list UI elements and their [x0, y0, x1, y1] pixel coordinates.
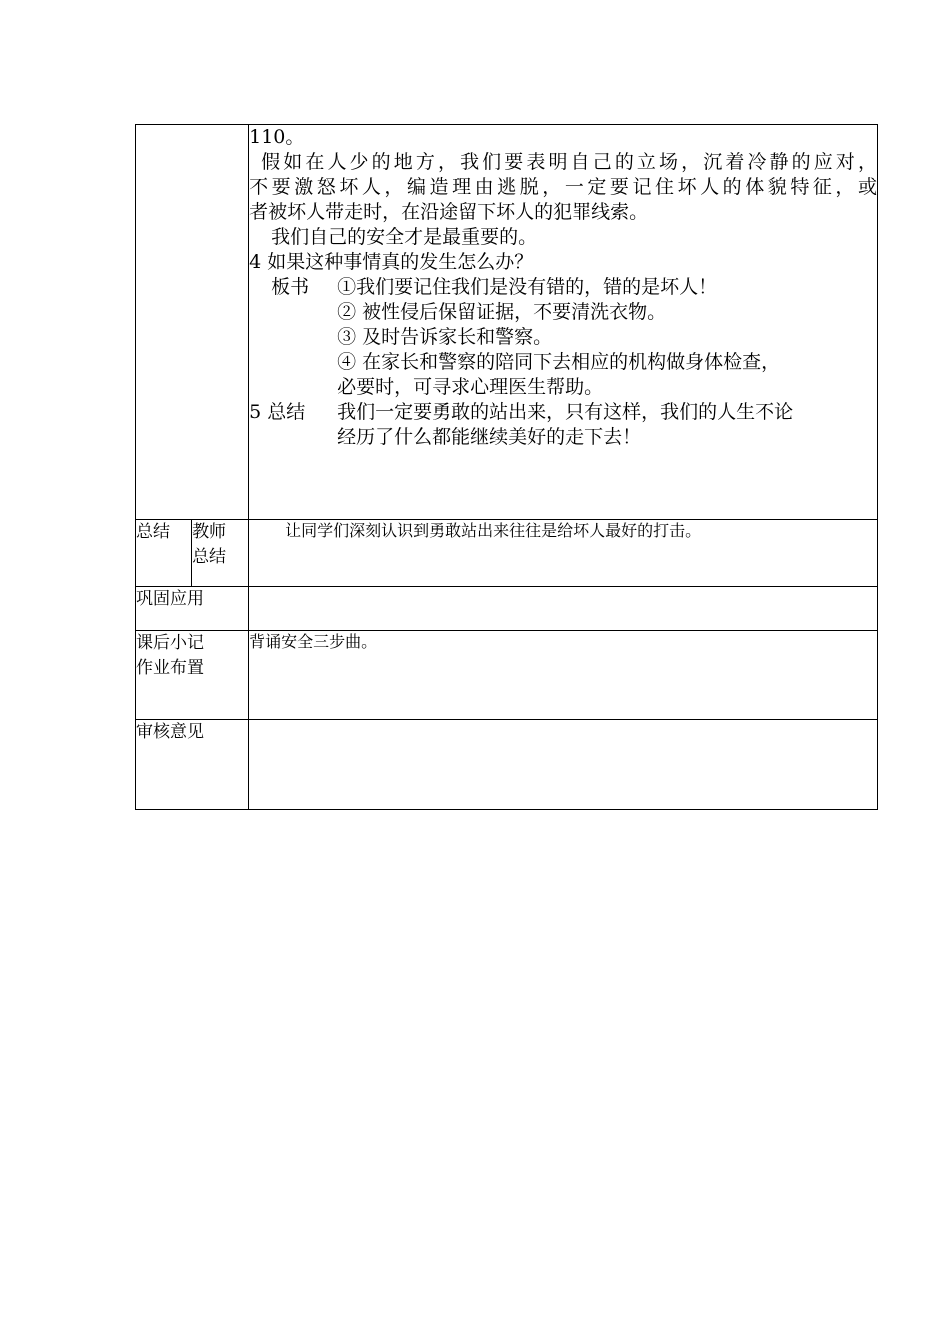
body-line-110: 110。 — [249, 126, 305, 148]
body-para-line: 者被坏人带走时，在沿途留下坏人的犯罪线索。 — [249, 201, 649, 223]
board-item: ② 被性侵后保留证据，不要清洗衣物。 — [337, 301, 667, 323]
sublabel-line: 总结 — [192, 547, 227, 567]
homework-label-line: 作业布置 — [136, 658, 204, 678]
summary-line: 我们一定要勇敢的站出来，只有这样，我们的人生不论 — [337, 401, 794, 423]
homework-row-label — [136, 631, 249, 720]
body-question-4: 4 如果这种事情真的发生怎么办？ — [249, 251, 534, 273]
summary-label: 5 总结 — [249, 401, 306, 423]
board-label: 板书 — [271, 276, 310, 298]
review-row-label: 审核意见 — [136, 720, 249, 810]
review-row — [136, 720, 878, 810]
consolidate-row — [136, 587, 878, 631]
consolidate-row-label: 巩固应用 — [136, 587, 249, 631]
body-safety-line: 我们自己的安全才是最重要的。 — [271, 226, 538, 248]
summary-row-sublabel — [192, 520, 249, 587]
consolidate-row-content — [249, 587, 878, 631]
review-row-content — [249, 720, 878, 810]
homework-label-line: 课后小记 — [136, 633, 204, 653]
summary-row-content — [249, 520, 878, 587]
homework-row — [136, 631, 878, 720]
lesson-body-cell — [249, 125, 878, 520]
summary-lines — [337, 400, 877, 450]
body-para-line: 不要激怒坏人，编造理由逃脱，一定要记住坏人的体貌特征，或 — [249, 176, 877, 198]
summary-row — [136, 520, 878, 587]
body-para-line: 假如在人少的地方，我们要表明自己的立场，沉着冷静的应对， — [261, 151, 877, 173]
summary-row-text: 让同学们深刻认识到勇敢站出来往往是给坏人最好的打击。 — [285, 521, 702, 540]
board-item: ①我们要记住我们是没有错的，错的是坏人！ — [337, 276, 718, 298]
board-item: ③ 及时告诉家长和警察。 — [337, 326, 553, 348]
summary-line: 经历了什么都能继续美好的走下去！ — [337, 426, 642, 448]
lesson-plan-table — [135, 124, 878, 810]
board-item: ④ 在家长和警察的陪同下去相应的机构做身体检查， — [337, 351, 781, 373]
summary-notes — [249, 400, 877, 450]
board-notes — [249, 275, 877, 400]
lesson-body-label-cell — [136, 125, 249, 520]
lesson-body-row — [136, 125, 878, 520]
homework-row-content: 背诵安全三步曲。 — [249, 631, 878, 720]
board-items — [337, 275, 877, 400]
summary-row-label: 总结 — [136, 520, 192, 587]
sublabel-line: 教师 — [192, 522, 227, 542]
board-item: 必要时，可寻求心理医生帮助。 — [337, 376, 604, 398]
